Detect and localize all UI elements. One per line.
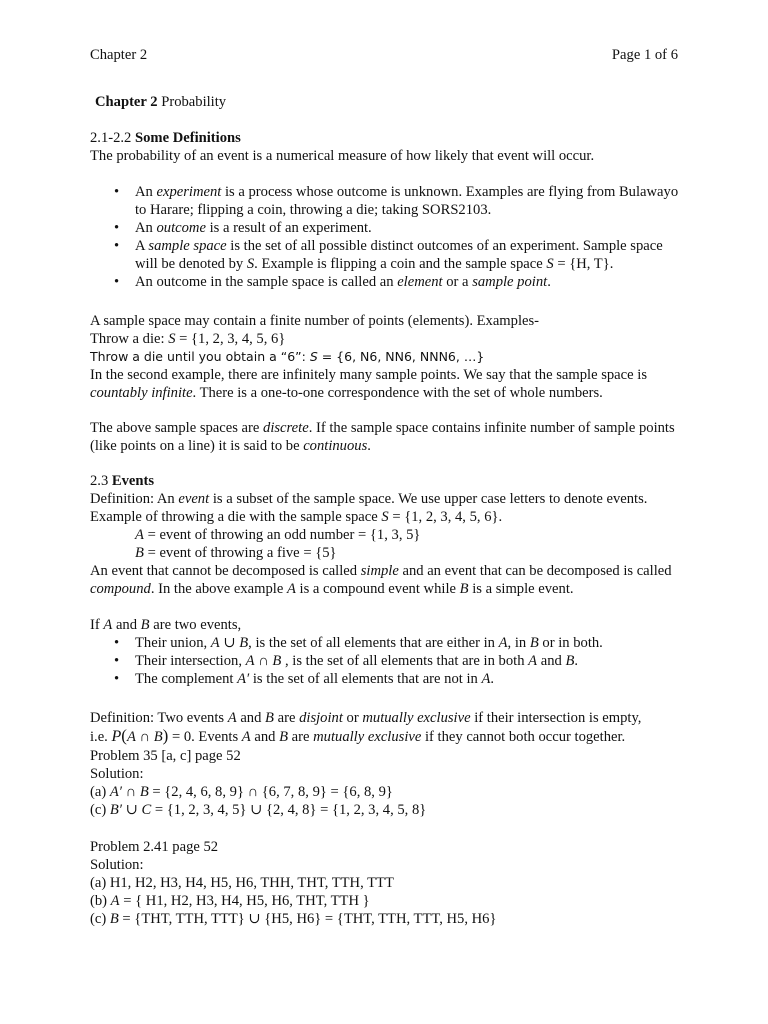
list-item: • An outcome is a result of an experiment. bbox=[90, 219, 680, 237]
section-heading-events: 2.3 Events bbox=[90, 473, 155, 489]
solution-label: Solution: bbox=[90, 857, 144, 873]
solution-a: (a) A′ ∩ B = {2, 4, 6, 8, 9} ∩ {6, 7, 8, 9} = {6, 8, 9} bbox=[90, 784, 393, 800]
event-a: A = event of throwing an odd number = {1, 3, 5} bbox=[135, 527, 421, 543]
list-item: • Their intersection, A ∩ B , is the set of all elements that are in both A and B. bbox=[90, 652, 680, 670]
simple-compound-paragraph: An event that cannot be decomposed is called simple and an event that can be decomposed is called compound. In the above example A is a compound event while B is a simple event. bbox=[90, 563, 672, 597]
event-definition: Definition: An event is a subset of the sample space. We use upper case letters to denote events. bbox=[90, 491, 648, 507]
list-item: • An experiment is a process whose outcome is unknown. Examples are flying from Bulawayo to Harare; flipping a coin, throwing a die; taking SORS2103. bbox=[90, 183, 680, 219]
sample-space-paragraph: A sample space may contain a finite number of points (elements). Examples- bbox=[90, 313, 540, 329]
event-example: Example of throwing a die with the sample space S = {1, 2, 3, 4, 5, 6}. bbox=[90, 509, 503, 525]
die-example: Throw a die: S = {1, 2, 3, 4, 5, 6} bbox=[90, 331, 286, 347]
list-item: • A sample space is the set of all possible distinct outcomes of an experiment. Sample space will be denoted by S. Example is flipping a coin and the sample space S = {H, T}. bbox=[90, 237, 680, 273]
solution-2-41-a: (a) H1, H2, H3, H4, H5, H6, THH, THT, TTH, TTT bbox=[90, 875, 394, 891]
event-b: B = event of throwing a five = {5} bbox=[135, 545, 337, 561]
two-events-intro: If A and B are two events, bbox=[90, 617, 242, 633]
definitions-list bbox=[90, 183, 680, 291]
problem-35-heading: Problem 35 [a, c] page 52 bbox=[90, 748, 241, 764]
list-item: • The complement A′ is the set of all elements that are not in A. bbox=[90, 670, 680, 688]
section-heading-definitions: 2.1-2.2 Some Definitions bbox=[90, 130, 241, 146]
set-operations-list bbox=[90, 634, 680, 688]
problem-2-41-heading: Problem 2.41 page 52 bbox=[90, 839, 219, 855]
discrete-paragraph: The above sample spaces are discrete. If the sample space contains infinite number of sample points (like points on a line) it is said to be continuous. bbox=[90, 420, 675, 454]
list-item: • An outcome in the sample space is called an element or a sample point. bbox=[90, 273, 680, 291]
list-item: • Their union, A ∪ B, is the set of all elements that are either in A, in B or in both. bbox=[90, 634, 680, 652]
solution-2-41-b: (b) A = { H1, H2, H3, H4, H5, H6, THT, TTH } bbox=[90, 893, 370, 909]
header-page-number: Page 1 of 6 bbox=[611, 47, 678, 63]
die-until-six-example: Throw a die until you obtain a “6”: S = {6, N6, NN6, NNN6, …} bbox=[90, 349, 485, 364]
solution-label: Solution: bbox=[90, 766, 144, 782]
intro-paragraph: The probability of an event is a numerical measure of how likely that event will occur. bbox=[90, 148, 595, 164]
mutually-exclusive-line: i.e. P(A ∩ B) = 0. Events A and B are mutually exclusive if they cannot both occur together. bbox=[90, 726, 626, 745]
disjoint-definition: Definition: Two events A and B are disjoint or mutually exclusive if their intersection is empty, bbox=[90, 710, 642, 726]
header-chapter: Chapter 2 bbox=[90, 47, 148, 63]
page-header bbox=[90, 47, 678, 64]
solution-c: (c) B′ ∪ C = {1, 2, 3, 4, 5} ∪ {2, 4, 8} = {1, 2, 3, 4, 5, 8} bbox=[90, 802, 427, 818]
countably-infinite-paragraph: In the second example, there are infinitely many sample points. We say that the sample space is countably infinite. There is a one-to-one correspondence with the set of whole numbers. bbox=[90, 367, 647, 401]
solution-2-41-c: (c) B = {THT, TTH, TTT} ∪ {H5, H6} = {THT, TTH, TTT, H5, H6} bbox=[90, 911, 497, 927]
chapter-title: Chapter 2 Probability bbox=[95, 94, 227, 110]
